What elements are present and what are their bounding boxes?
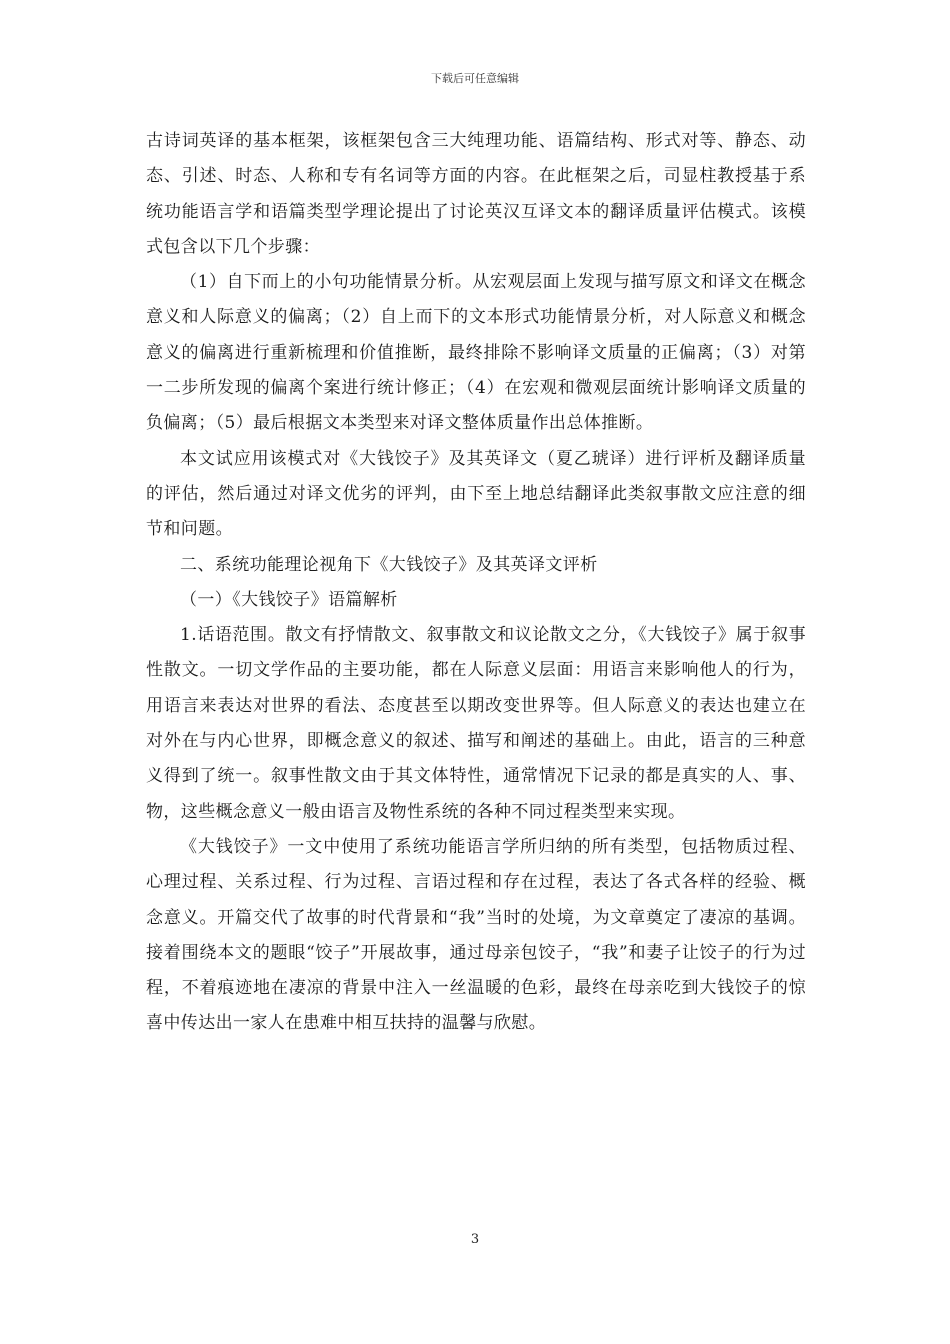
page-header: 下载后可任意编辑 xyxy=(431,72,519,85)
paragraph-field-of-discourse: 1.话语范围。散文有抒情散文、叙事散文和议论散文之分，《大钱饺子》属于叙事性散文。一切文学作品的主要功能，都在人际意义层面：用语言来影响他人的行为，用语言来表达对世界的看法、态度甚至以期改变世界等。但人际意义的表达也建立在对外在与内心世界，即概念意义的叙述、描写和阐述的基础上。由此，语言的三种意义得到了统一。叙事性散文由于其文体特性，通常情况下记录的都是真实的人、事、物，这些概念意义一般由语言及物性系统的各种不同过程类型来实现。 xyxy=(146,625,806,822)
paragraph-framework-continuation: 古诗词英译的基本框架，该框架包含三大纯理功能、语篇结构、形式对等、静态、动态、引述、时态、人称和专有名词等方面的内容。在此框架之后，司显柱教授基于系统功能语言学和语篇类型学理论提出了讨论英汉互译文本的翻译质量评估模式。该模式包含以下几个步骤： xyxy=(146,131,806,257)
page-number: 3 xyxy=(470,1232,480,1247)
paragraph-assessment-steps: （1）自下而上的小句功能情景分析。从宏观层面上发现与描写原文和译文在概念意义和人际意义的偏离；（2）自上而下的文本形式功能情景分析，对人际意义和概念意义的偏离进行重新梳理和价值推断，最终排除不影响译文质量的正偏离；（3）对第一二步所发现的偏离个案进行统计修正；（4）在宏观和微观层面统计影响译文质量的负偏离；（5）最后根据文本类型来对译文整体质量作出总体推断。 xyxy=(146,272,806,434)
document-body xyxy=(146,124,806,1042)
paragraph-study-purpose: 本文试应用该模式对《大钱饺子》及其英译文（夏乙琥译）进行评析及翻译质量的评估，然后通过对译文优劣的评判，由下至上地总结翻译此类叙事散文应注意的细节和问题。 xyxy=(146,448,806,540)
subsection-heading: （一）《大钱饺子》语篇解析 xyxy=(180,589,398,610)
paragraph-process-types: 《大钱饺子》一文中使用了系统功能语言学所归纳的所有类型，包括物质过程、心理过程、关系过程、行为过程、言语过程和存在过程，表达了各式各样的经验、概念意义。开篇交代了故事的时代背景和“我”当时的处境，为文章奠定了凄凉的基调。接着围绕本文的题眼“饺子”开展故事，通过母亲包饺子，“我”和妻子让饺子的行为过程，不着痕迹地在凄凉的背景中注入一丝温暖的色彩，最终在母亲吃到大钱饺子的惊喜中传达出一家人在患难中相互扶持的温馨与欣慰。 xyxy=(146,836,806,1034)
section-heading: 二、系统功能理论视角下《大钱饺子》及其英译文评析 xyxy=(180,554,598,575)
